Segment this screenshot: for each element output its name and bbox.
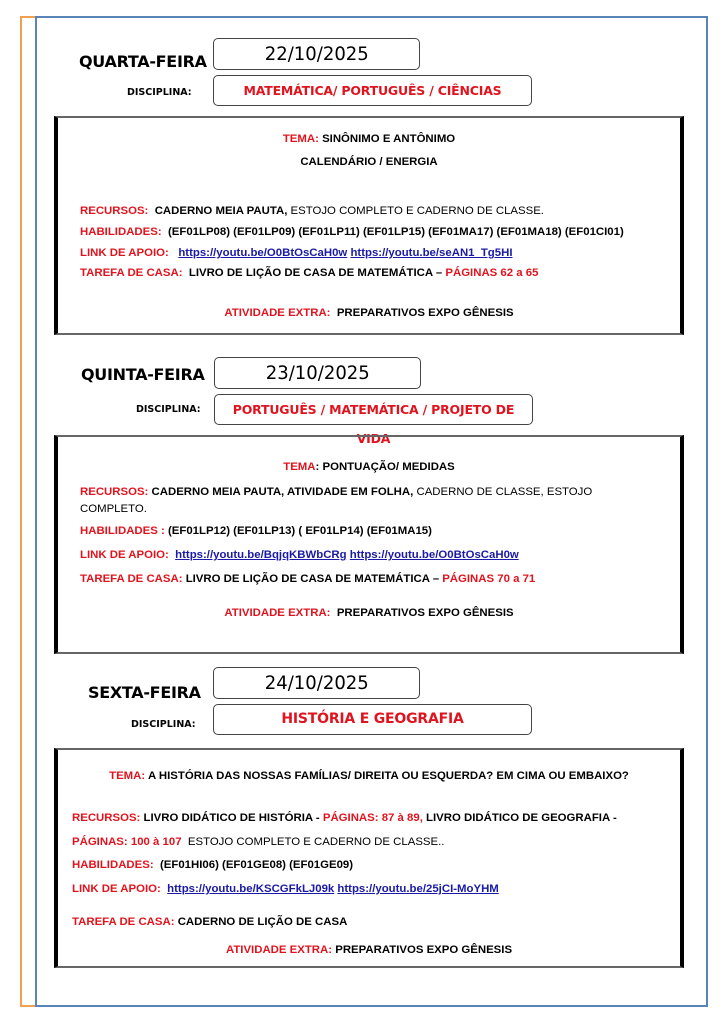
- recursos-line-2: [72, 836, 444, 848]
- extra-value: PREPARATIVOS EXPO GÊNESIS: [336, 607, 514, 619]
- tarefa-line: [80, 573, 535, 585]
- habilidades-value: (EF01LP12) (EF01LP13) ( EF01LP14) (EF01MA15): [167, 525, 432, 537]
- support-link-2[interactable]: https://youtu.be/seAN1_Tg5HI: [350, 247, 513, 259]
- recursos-pages: PÁGINAS: 87 à 89,: [322, 812, 423, 824]
- tarefa-label: TAREFA DE CASA:: [80, 267, 183, 279]
- support-link-1[interactable]: https://youtu.be/O0BtOsCaH0w: [178, 247, 348, 259]
- tarefa-label: TAREFA DE CASA:: [72, 916, 175, 928]
- discipline-label: DISCIPLINA:: [127, 87, 192, 98]
- date-value: 22/10/2025: [264, 43, 369, 65]
- link-label: LINK DE APOIO:: [80, 549, 169, 561]
- tema-value: SINÔNIMO E ANTÔNIMO: [322, 133, 456, 145]
- habilidades-value: (EF01LP08) (EF01LP09) (EF01LP11) (EF01LP15) (EF01MA17) (EF01MA18) (EF01CI01): [167, 226, 624, 238]
- discipline-box: PORTUGUÊS / MATEMÁTICA / PROJETO DE VIDA: [214, 394, 533, 425]
- tema-value: : PONTUAÇÃO/ MEDIDAS: [315, 461, 455, 473]
- recursos-bold: CADERNO MEIA PAUTA, ATIVIDADE EM FOLHA,: [151, 486, 414, 498]
- habilidades-value: (EF01HI06) (EF01GE08) (EF01GE09): [159, 859, 354, 871]
- extra-label: ATIVIDADE EXTRA:: [224, 607, 331, 619]
- extra-line: [58, 307, 680, 319]
- tema-line: [58, 770, 680, 782]
- habilidades-line: [72, 859, 353, 871]
- tarefa-value: LIVRO DE LIÇÃO DE CASA DE MATEMÁTICA –: [188, 267, 443, 279]
- support-link-1[interactable]: https://youtu.be/BqjqKBWbCRg: [175, 549, 347, 561]
- discipline-box: HISTÓRIA E GEOGRAFIA: [213, 704, 532, 735]
- habilidades-label: HABILIDADES :: [80, 525, 165, 537]
- lesson-box: [54, 748, 684, 968]
- tema-line: [58, 133, 680, 145]
- habilidades-line: [80, 525, 432, 537]
- recursos-line2-rest: ESTOJO COMPLETO E CADERNO DE CLASSE..: [187, 836, 445, 848]
- date-value: 23/10/2025: [265, 362, 370, 384]
- support-link-1[interactable]: https://youtu.be/KSCGFkLJ09k: [167, 883, 335, 895]
- recursos-rest: CADERNO DE CLASSE, ESTOJO: [413, 486, 593, 498]
- tema-label: TEMA: [283, 461, 316, 473]
- link-label: LINK DE APOIO:: [80, 247, 169, 259]
- discipline-box: MATEMÁTICA/ PORTUGUÊS / CIÊNCIAS: [213, 75, 532, 106]
- link-line: [72, 883, 499, 895]
- recursos-rest: ESTOJO COMPLETO E CADERNO DE CLASSE.: [287, 205, 544, 217]
- tarefa-pages: PÁGINAS 70 a 71: [442, 573, 536, 585]
- recursos-line: [80, 486, 592, 498]
- recursos-label: RECURSOS:: [72, 812, 141, 824]
- habilidades-line: [80, 226, 624, 238]
- discipline-label: DISCIPLINA:: [131, 719, 196, 730]
- tema-label: TEMA:: [109, 770, 146, 782]
- day-title: SEXTA-FEIRA: [88, 683, 201, 702]
- extra-label: ATIVIDADE EXTRA:: [225, 944, 333, 956]
- date-box: [213, 667, 420, 699]
- recursos-label: RECURSOS:: [80, 486, 149, 498]
- extra-line: [58, 944, 680, 956]
- tema-value: A HISTÓRIA DAS NOSSAS FAMÍLIAS/ DIREITA OU ESQUERDA? EM CIMA OU EMBAIXO?: [147, 770, 629, 782]
- date-value: 24/10/2025: [264, 672, 369, 694]
- discipline-label: DISCIPLINA:: [136, 404, 201, 415]
- tarefa-value: CADERNO DE LIÇÃO DE CASA: [177, 916, 348, 928]
- date-box: [214, 357, 421, 389]
- link-label: LINK DE APOIO:: [72, 883, 161, 895]
- extra-line: [58, 607, 680, 619]
- extra-label: ATIVIDADE EXTRA:: [224, 307, 331, 319]
- habilidades-label: HABILIDADES:: [80, 226, 162, 238]
- habilidades-label: HABILIDADES:: [72, 859, 154, 871]
- support-link-2[interactable]: https://youtu.be/25jCI-MoYHM: [337, 883, 499, 895]
- link-line: [80, 247, 513, 259]
- tarefa-label: TAREFA DE CASA:: [80, 573, 183, 585]
- lesson-box: [54, 435, 684, 654]
- recursos-line: [72, 812, 617, 824]
- tarefa-line: [72, 916, 347, 928]
- recursos-line-2: COMPLETO.: [80, 503, 147, 515]
- tarefa-value: LIVRO DE LIÇÃO DE CASA DE MATEMÁTICA –: [185, 573, 440, 585]
- extra-value: PREPARATIVOS EXPO GÊNESIS: [336, 307, 514, 319]
- tarefa-pages: PÁGINAS 62 a 65: [445, 267, 539, 279]
- link-line: [80, 549, 519, 561]
- support-link-2[interactable]: https://youtu.be/O0BtOsCaH0w: [349, 549, 519, 561]
- recursos-bold-2: LIVRO DIDÁTICO DE GEOGRAFIA -: [426, 812, 617, 824]
- recursos-label: RECURSOS:: [80, 205, 149, 217]
- tema-line: [58, 461, 680, 473]
- tarefa-line: [80, 267, 538, 279]
- recursos-bold: CADERNO MEIA PAUTA,: [154, 205, 288, 217]
- tema-line-2: CALENDÁRIO / ENERGIA: [300, 156, 438, 168]
- recursos-line2-pages: PÁGINAS: 100 à 107: [72, 836, 182, 848]
- date-box: [213, 38, 420, 70]
- recursos-bold: LIVRO DIDÁTICO DE HISTÓRIA -: [143, 812, 320, 824]
- tema-label: TEMA:: [282, 133, 319, 145]
- extra-value: PREPARATIVOS EXPO GÊNESIS: [335, 944, 513, 956]
- day-title: QUARTA-FEIRA: [79, 52, 207, 71]
- day-title: QUINTA-FEIRA: [81, 365, 205, 384]
- recursos-line: [80, 205, 544, 217]
- lesson-box: [54, 116, 684, 335]
